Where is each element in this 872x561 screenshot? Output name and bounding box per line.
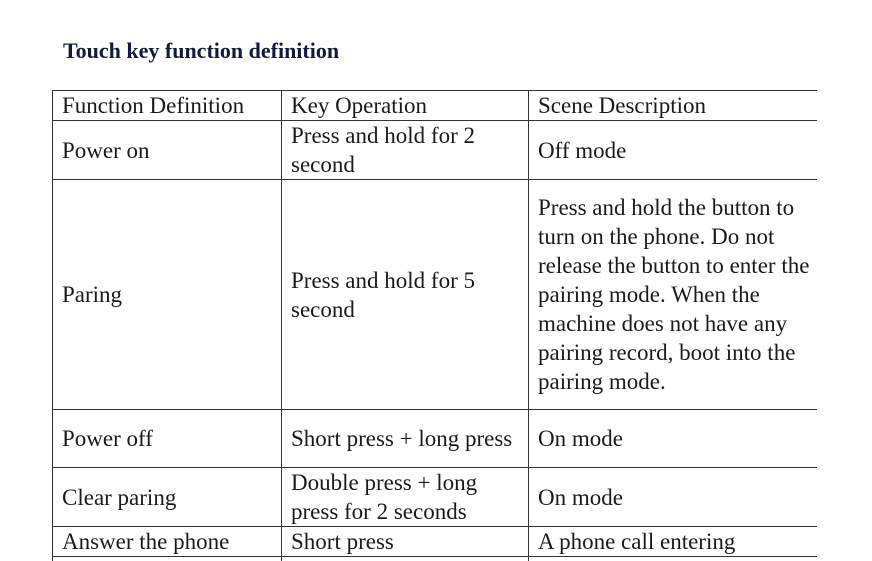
scene-cell: A phone call entering — [529, 527, 818, 557]
function-table — [52, 90, 817, 561]
scene-cell: Off mode — [529, 121, 818, 180]
operation-cell: Double press + long press for 2 seconds — [282, 468, 529, 527]
operation-cell: Short press — [282, 527, 529, 557]
function-table-container — [52, 90, 817, 561]
table-row — [53, 410, 818, 468]
table-row-cut-off — [53, 557, 818, 561]
function-cell: Clear paring — [53, 468, 282, 527]
table-row — [53, 180, 818, 410]
function-cell: Answer the phone — [53, 527, 282, 557]
table-row — [53, 121, 818, 180]
table-row — [53, 468, 818, 527]
scene-cell: On mode — [529, 468, 818, 527]
operation-cell: Press and hold for 2 second — [282, 121, 529, 180]
function-cell: Paring — [53, 180, 282, 410]
header-key-operation: Key Operation — [282, 91, 529, 121]
header-function-definition: Function Definition — [53, 91, 282, 121]
table-row — [53, 527, 818, 557]
function-cell: Power off — [53, 410, 282, 468]
header-scene-description: Scene Description — [529, 91, 818, 121]
scene-cell: On mode — [529, 410, 818, 468]
operation-cell: Press and hold for 5 second — [282, 180, 529, 410]
scene-cell: Press and hold the button to turn on the phone. Do not release the button to enter the pairing mode. When the machine does not have any pairing record, boot into the pairing mode. — [529, 180, 818, 410]
operation-cell: Short press + long press — [282, 410, 529, 468]
function-cell: Power on — [53, 121, 282, 180]
document-title: Touch key function definition — [63, 38, 340, 63]
table-header-row — [53, 91, 818, 121]
